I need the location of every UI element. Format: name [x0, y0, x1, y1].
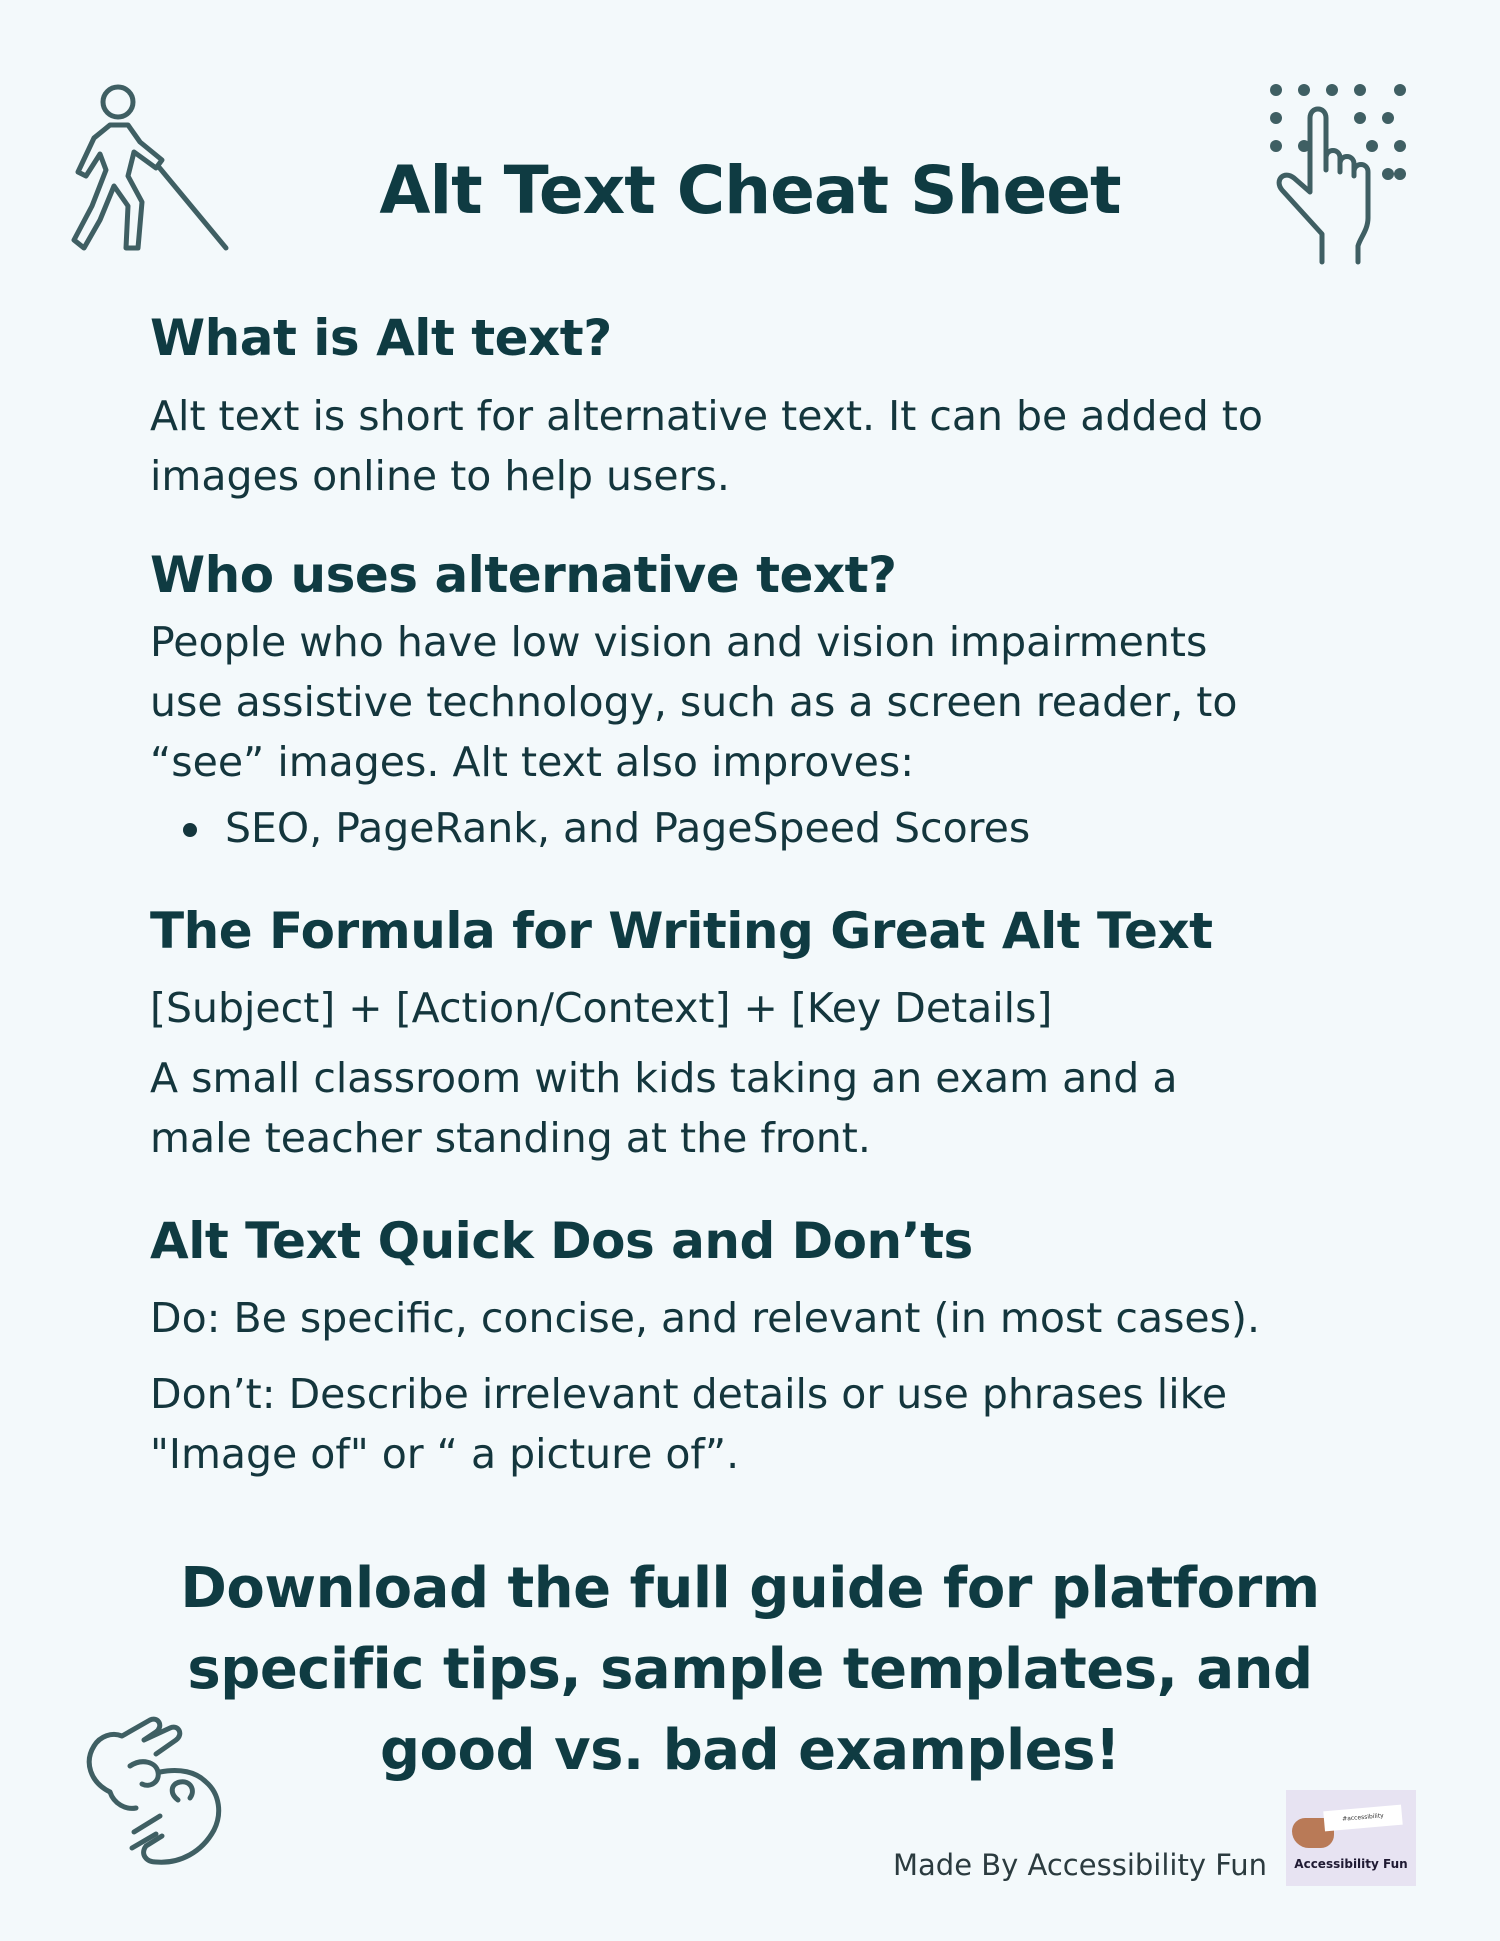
bullet-dot — [183, 823, 197, 837]
section-heading-dos-donts: Alt Text Quick Dos and Don’ts — [150, 1212, 973, 1270]
who-text-line-2: use assistive technology, such as a screen reader, to — [150, 678, 1238, 726]
who-bullet-1: SEO, PageRank, and PageSpeed Scores — [225, 804, 1031, 852]
dont-text-line-1: Don’t: Describe irrelevant details or use phrases like — [150, 1370, 1228, 1418]
dont-text-line-2: "Image of" or “ a picture of”. — [150, 1430, 740, 1478]
what-text-line-1: Alt text is short for alternative text. It can be added to — [150, 392, 1263, 440]
cta-line-2: specific tips, sample templates, and — [187, 1637, 1313, 1702]
page-title: Alt Text Cheat Sheet — [379, 152, 1121, 229]
logo-badge: #accessibility — [1323, 1805, 1402, 1832]
do-text: Do: Be specific, concise, and relevant (in most cases). — [150, 1294, 1261, 1342]
what-text-line-2: images online to help users. — [150, 452, 730, 500]
who-text-line-3: “see” images. Alt text also improves: — [150, 738, 915, 786]
braille-touch-hand-icon — [1260, 78, 1430, 278]
who-text-line-1: People who have low vision and vision impairments — [150, 618, 1208, 666]
sign-language-hands-icon — [70, 1712, 250, 1872]
formula-example-line-1: A small classroom with kids taking an exam and a — [150, 1054, 1178, 1102]
accessibility-fun-logo — [1286, 1790, 1416, 1886]
cta-line-1: Download the full guide for platform — [180, 1556, 1320, 1621]
logo-text: Accessibility Fun — [1294, 1857, 1408, 1871]
section-heading-formula: The Formula for Writing Great Alt Text — [150, 902, 1213, 960]
section-heading-who: Who uses alternative text? — [150, 546, 897, 604]
cta-line-3: good vs. bad examples! — [379, 1718, 1121, 1783]
formula-text: [Subject] + [Action/Context] + [Key Details] — [150, 984, 1053, 1032]
section-heading-what: What is Alt text? — [150, 309, 612, 367]
footer-credit: Made By Accessibility Fun — [893, 1848, 1268, 1882]
download-call-to-action — [140, 1548, 1360, 1791]
formula-example-line-2: male teacher standing at the front. — [150, 1114, 871, 1162]
